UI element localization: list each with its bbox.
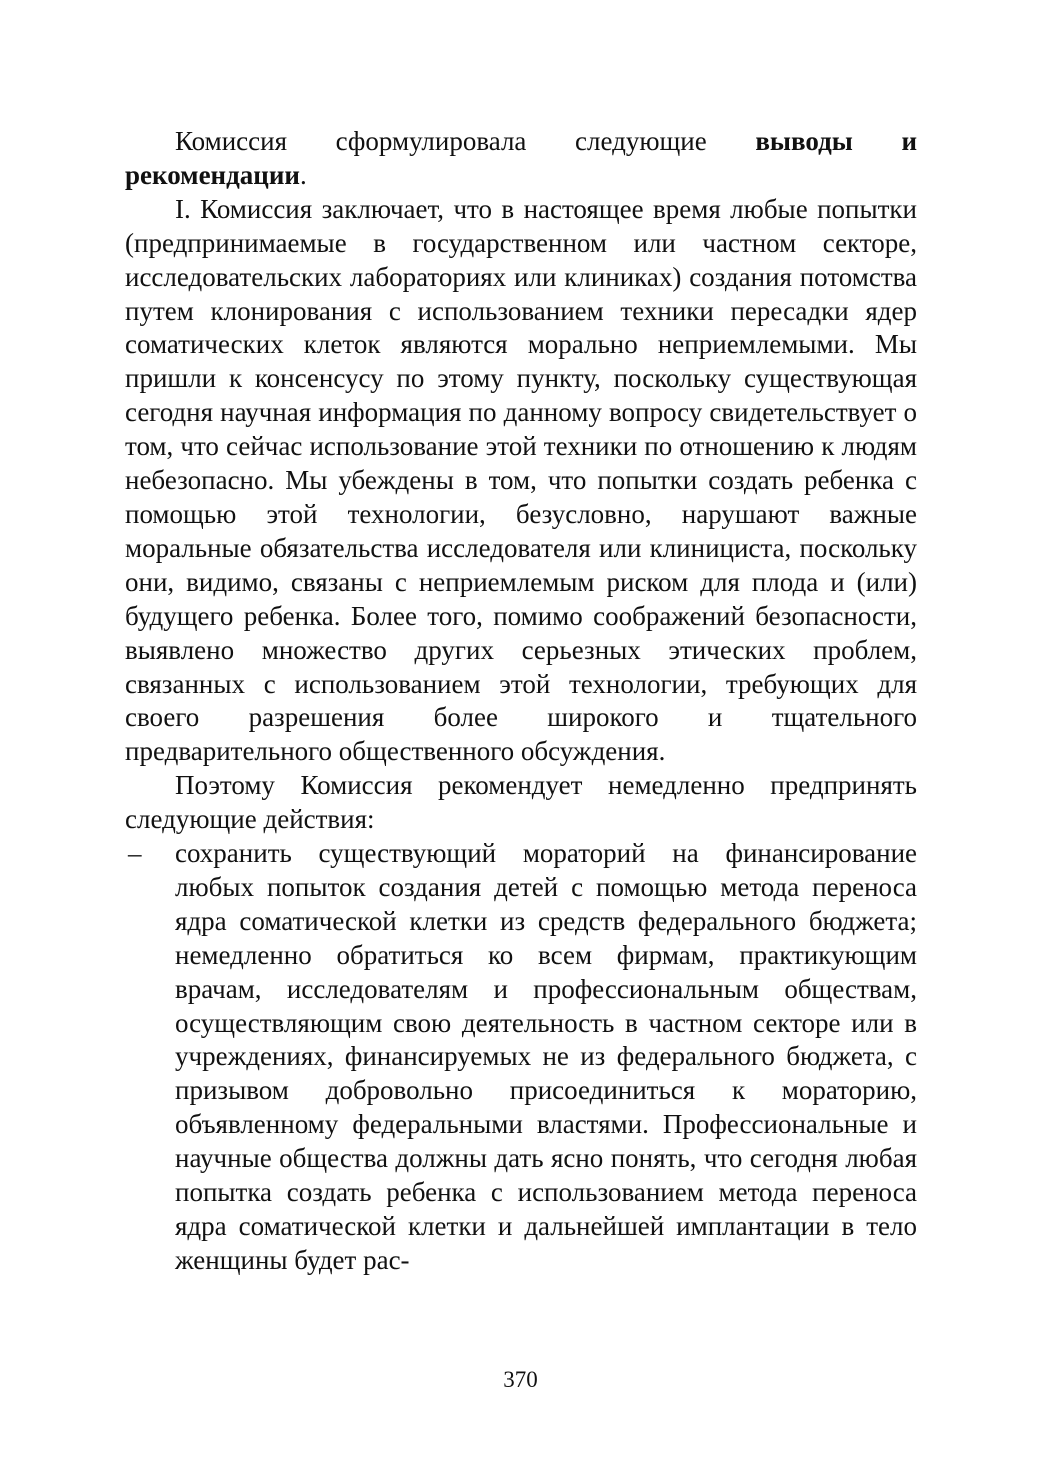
paragraph-recommendations-intro: Поэтому Комиссия рекомендует немедленно предпринять следующие действия: bbox=[125, 770, 917, 835]
paragraph-conclusions-intro bbox=[125, 125, 917, 193]
list-item bbox=[125, 837, 917, 1278]
body-text bbox=[125, 125, 917, 1278]
paragraph-1-text-after: . bbox=[299, 159, 307, 190]
paragraph-commission-conclusion: I. Комиссия заключает, что в настоящее время любые попытки (предпринимаемые в государственном или частном секторе, исследовательских лабораториях или клиниках) создания потомства путем клонирования с использованием техники пересадки ядер соматических клеток являются морально неприемлемыми. Мы пришли к консенсусу по этому пункту, поскольку существующая сегодня научная информация по данному вопросу свидетельствует о том, что сейчас использование этой техники по отношению к людям небезопасно. Мы убеждены в том, что попытки создать ребенка с помощью этой технологии, безусловно, нарушают важные моральные обязательства исследователя или клинициста, поскольку они, видимо, связаны с неприемлемым риском для плода и (или) будущего ребенка. Более того, помимо соображений безопасности, выявлено множество других серьезных этических проблем, связанных с использованием этой технологии, требующих для своего разрешения более широкого и тщательного предварительного общественного обсуждения. bbox=[125, 193, 917, 767]
list-item-text: сохранить существующий мораторий на финансирование любых попыток создания детей с помощью метода переноса ядра соматической клетки из средств федерального бюджета; немедленно обратиться ко всем фирмам, практикующим врачам, исследователям и профессиональным обществам, осуществляющим свою деятельность в частном секторе или в учреждениях, финансируемых не из федерального бюджета, с призывом добровольно присоединиться к мораторию, объявленному федеральными властями. Профессиональные и научные общества должны дать ясно понять, что сегодня любая попытка создать ребенка с использованием метода переноса ядра соматической клетки и дальнейшей имплантации в тело женщины будет рас- bbox=[175, 838, 917, 1275]
list-dash-marker: – bbox=[128, 838, 142, 869]
paragraph-1-text-before: Комиссия сформулировала следующие bbox=[175, 126, 756, 156]
paragraph-1-bold-phrase: выводы и рекомендации bbox=[125, 126, 918, 190]
page-number: 370 bbox=[503, 1367, 538, 1392]
